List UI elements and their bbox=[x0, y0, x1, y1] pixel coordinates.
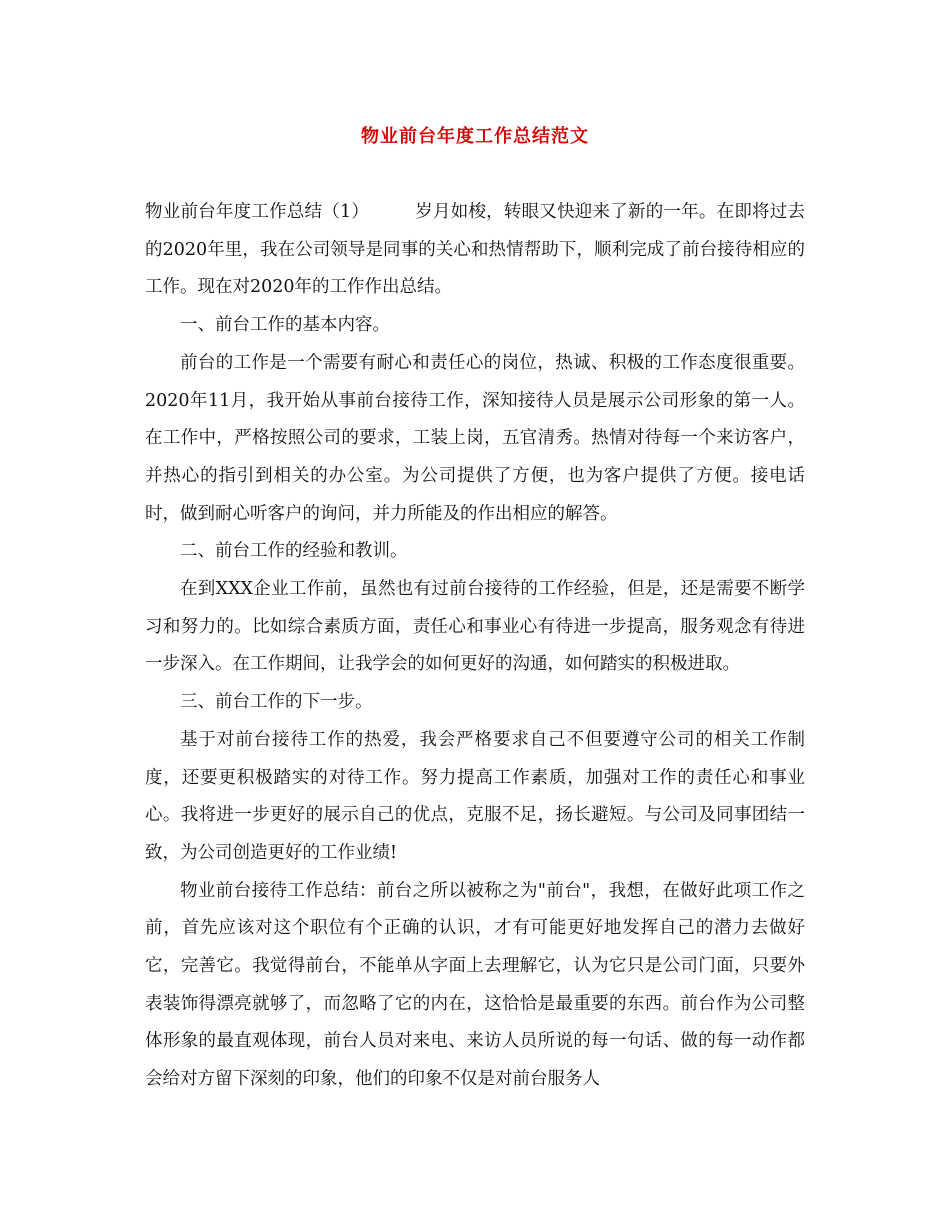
document-title: 物业前台年度工作总结范文 bbox=[361, 126, 589, 147]
section-paragraph-2: 在到XXX企业工作前，虽然也有过前台接待的工作经验，但是，还是需要不断学习和努力的。比如综合素质方面，责任心和事业心有待进一步提高，服务观念有待进一步深入。在工作期间，让我学会的如何更好的沟通，如何踏实的积极进取。 bbox=[145, 579, 805, 675]
section-heading-2: 二、前台工作的经验和教训。 bbox=[180, 541, 408, 562]
intro-paragraph bbox=[145, 194, 805, 307]
intro-label: 物业前台年度工作总结（1） bbox=[145, 202, 370, 222]
section-paragraph-3: 基于对前台接待工作的热爱，我会严格要求自己不但要遵守公司的相关工作制度，还要更积极踏实的对待工作。努力提高工作素质，加强对工作的责任心和事业心。我将进一步更好的展示自己的优点，克服不足，扬长避短。与公司及同事团结一致，为公司创造更好的工作业绩! bbox=[145, 729, 805, 863]
section-paragraph-1: 前台的工作是一个需要有耐心和责任心的岗位，热诚、积极的工作态度很重要。2020年11月，我开始从事前台接待工作，深知接待人员是展示公司形象的第一人。在工作中，严格按照公司的要求，工装上岗，五官清秀。热情对待每一个来访客户，并热心的指引到相关的办公室。为公司提供了方便，也为客户提供了方便。接电话时，做到耐心听客户的询问，并力所能及的作出相应的解答。 bbox=[145, 352, 805, 524]
section-paragraph-4: 物业前台接待工作总结：前台之所以被称之为"前台"，我想，在做好此项工作之前，首先应该对这个职位有个正确的认识，才有可能更好地发挥自己的潜力去做好它，完善它。我觉得前台，不能单从字面上去理解它，认为它只是公司门面，只要外表装饰得漂亮就够了，而忽略了它的内在，这恰恰是最重要的东西。前台作为公司整体形象的最直观体现，前台人员对来电、来访人员所说的每一句话、做的每一动作都会给对方留下深刻的印象，他们的印象不仅是对前台服务人 bbox=[145, 880, 805, 1090]
document-body bbox=[145, 194, 805, 1099]
section-heading-1: 一、前台工作的基本内容。 bbox=[180, 315, 390, 336]
section-heading-3: 三、前台工作的下一步。 bbox=[180, 692, 373, 713]
intro-text: 岁月如梭，转眼又快迎来了新的一年。在即将过去的2020年里，我在公司领导是同事的关心和热情帮助下，顺利完成了前台接待相应的工作。现在对2020年的工作作出总结。 bbox=[145, 202, 806, 298]
